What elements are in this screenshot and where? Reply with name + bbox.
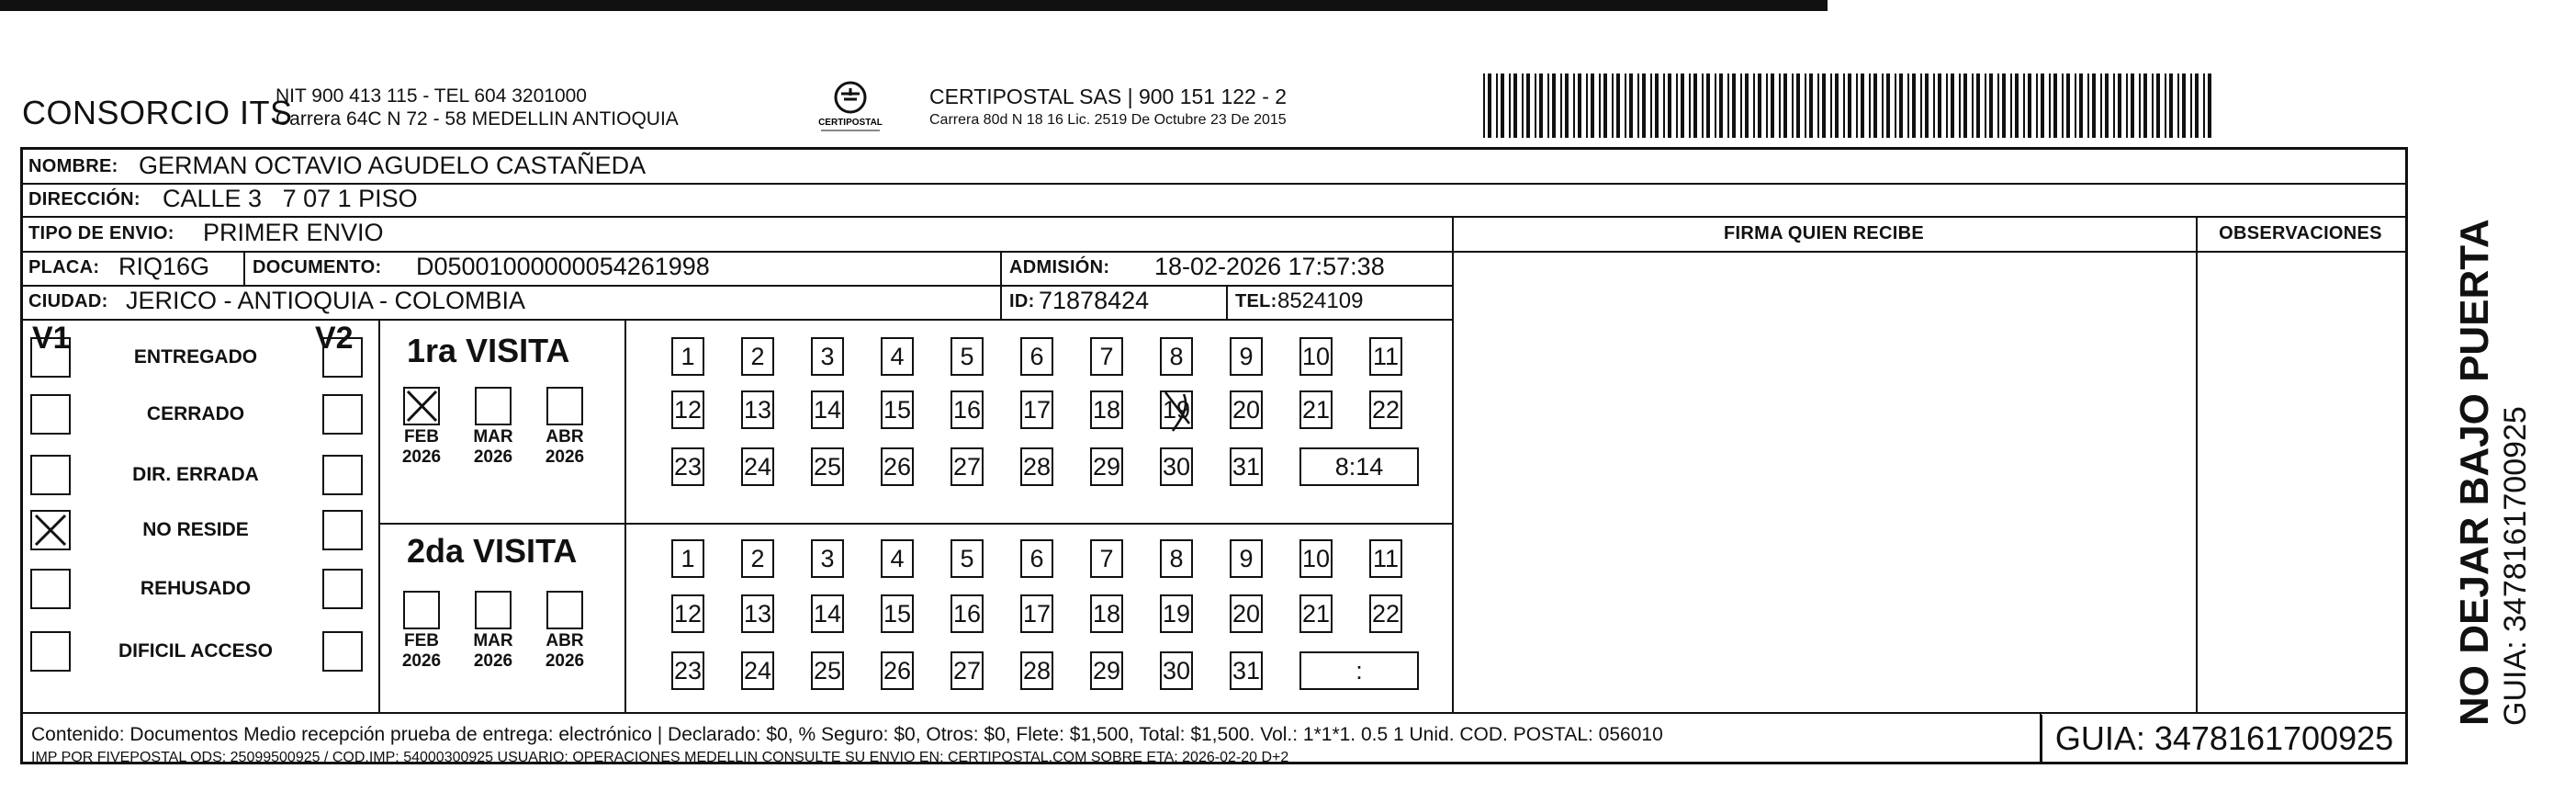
day-cell[interactable]: 8: [1160, 539, 1193, 578]
barcode-bar: [1771, 74, 1774, 138]
barcode-bar: [1938, 74, 1941, 138]
day-cell[interactable]: 27: [951, 651, 984, 690]
day-cell[interactable]: 11: [1369, 539, 1402, 578]
barcode-bar: [2002, 74, 2006, 138]
month-checkbox[interactable]: [403, 387, 440, 425]
barcode-bar: [1959, 74, 1961, 138]
day-cell[interactable]: 29: [1090, 651, 1123, 690]
day-cell[interactable]: 8: [1160, 337, 1193, 376]
barcode-bar: [2203, 74, 2205, 138]
barcode-bar: [1552, 74, 1556, 138]
time-box[interactable]: 8:14: [1299, 447, 1419, 486]
day-cell[interactable]: 12: [671, 390, 704, 429]
month-name: FEB: [404, 631, 439, 650]
day-cell[interactable]: 31: [1230, 447, 1263, 486]
nit-line: NIT 900 413 115 - TEL 604 3201000: [276, 85, 587, 107]
nombre-label: NOMBRE:: [28, 156, 118, 176]
barcode-bar: [1899, 74, 1903, 138]
barcode-bar: [1573, 74, 1575, 138]
day-cell[interactable]: 28: [1020, 447, 1053, 486]
barcode-bar: [2087, 74, 2089, 138]
barcode-bar: [1805, 74, 1806, 138]
day-cell[interactable]: 24: [741, 447, 774, 486]
nombre-value: GERMAN OCTAVIO AGUDELO CASTAÑEDA: [139, 152, 647, 179]
barcode-bar: [2165, 74, 2166, 138]
day-cell[interactable]: 12: [671, 594, 704, 633]
barcode-bar: [1603, 74, 1607, 138]
barcode-bar: [1766, 74, 1768, 138]
barcode-bar: [1663, 74, 1665, 138]
barcode-bar: [1740, 74, 1742, 138]
month-year: 2026: [473, 447, 513, 467]
certipostal-info: [929, 85, 1287, 132]
v1-checkbox[interactable]: [30, 455, 71, 495]
certipostal-logo: [814, 77, 887, 141]
month-label: [396, 427, 447, 468]
barcode-bar: [1547, 74, 1549, 138]
day-cell[interactable]: 6: [1020, 539, 1053, 578]
status-label: DIFICIL ACCESO: [118, 640, 273, 662]
barcode-bar: [1676, 74, 1678, 138]
day-cell[interactable]: 10: [1299, 337, 1333, 376]
barcode-bar: [1985, 74, 1986, 138]
month-year: 2026: [401, 651, 442, 671]
day-cell[interactable]: 26: [881, 447, 914, 486]
barcode-bar: [1830, 74, 1832, 138]
day-cell[interactable]: 30: [1160, 447, 1193, 486]
month-name: ABR: [546, 631, 584, 650]
top-border: [0, 0, 1828, 11]
firma-header: FIRMA QUIEN RECIBE: [1724, 223, 1924, 243]
barcode-bar: [2092, 74, 2096, 138]
day-cell[interactable]: 16: [951, 390, 984, 429]
barcode-bar: [2131, 74, 2134, 138]
day-cell[interactable]: 28: [1020, 651, 1053, 690]
barcode-bar: [1535, 74, 1536, 138]
month-checkbox[interactable]: [403, 591, 440, 629]
barcode-bar: [1719, 74, 1723, 138]
barcode-bar: [1715, 74, 1716, 138]
day-cell[interactable]: 14: [811, 594, 844, 633]
day-cell[interactable]: 4: [881, 539, 914, 578]
barcode-bar: [2118, 74, 2121, 138]
barcode-bar: [2195, 74, 2199, 138]
barcode-bar: [1835, 74, 1839, 138]
col-divider: [243, 251, 245, 285]
tipo-label: TIPO DE ENVIO:: [28, 223, 174, 243]
day-cell[interactable]: 23: [671, 651, 704, 690]
barcode-bar: [1792, 74, 1794, 138]
certipostal-line1: CERTIPOSTAL SAS | 900 151 122 - 2: [929, 85, 1288, 108]
check-mark-icon: [36, 515, 65, 545]
barcode-bar: [1783, 74, 1787, 138]
side-notice: [2452, 138, 2571, 726]
day-cell[interactable]: 31: [1230, 651, 1263, 690]
status-label: REHUSADO: [140, 578, 252, 599]
month-label: [539, 427, 591, 468]
barcode-bar: [2169, 74, 2173, 138]
barcode-bar: [1668, 74, 1671, 138]
col-divider: [1452, 216, 1454, 712]
row-divider: [23, 712, 2405, 714]
barcode-bar: [1681, 74, 1684, 138]
barcode-bar: [1997, 74, 1999, 138]
day-cell[interactable]: 6: [1020, 337, 1053, 376]
barcode-bar: [1753, 74, 1755, 138]
barcode-bar: [1912, 74, 1916, 138]
day-cell[interactable]: 17: [1020, 594, 1053, 633]
barcode-bar: [1758, 74, 1761, 138]
status-label: ENTREGADO: [133, 346, 258, 368]
placa-value: RIQ16G: [118, 253, 210, 280]
time-box[interactable]: :: [1299, 651, 1419, 690]
barcode-bar: [1642, 74, 1646, 138]
day-cell[interactable]: 1: [671, 539, 704, 578]
barcode-bar: [2015, 74, 2019, 138]
barcode-bar: [1848, 74, 1851, 138]
col-divider: [2196, 216, 2198, 712]
tipo-value: PRIMER ENVIO: [203, 219, 384, 246]
barcode-bar: [1560, 74, 1562, 138]
barcode-bar: [2066, 74, 2070, 138]
barcode-bar: [2023, 74, 2025, 138]
month-name: ABR: [546, 427, 584, 447]
day-cell[interactable]: 5: [951, 337, 984, 376]
barcode-bar: [1650, 74, 1652, 138]
barcode-bar: [2053, 74, 2057, 138]
barcode-bar: [1625, 74, 1626, 138]
barcode-bar: [2177, 74, 2179, 138]
day-cell[interactable]: 15: [881, 390, 914, 429]
barcode-bar: [1655, 74, 1659, 138]
v2-checkbox[interactable]: [322, 569, 363, 609]
status-label: DIR. ERRADA: [132, 464, 259, 485]
barcode-bar: [1702, 74, 1704, 138]
barcode-bar: [1925, 74, 1929, 138]
company-info: [276, 85, 679, 130]
barcode-bar: [1637, 74, 1639, 138]
barcode-bar: [1822, 74, 1826, 138]
barcode-bar: [1599, 74, 1601, 138]
barcode-bar: [1976, 74, 1980, 138]
month-year: 2026: [401, 447, 442, 467]
barcode-bar: [1501, 74, 1504, 138]
barcode-bar: [1951, 74, 1954, 138]
side-guia: GUIA: 3478161700925: [2498, 406, 2533, 726]
barcode-bar: [1732, 74, 1736, 138]
v2-checkbox[interactable]: [322, 510, 363, 550]
visit-divider: [378, 523, 1452, 525]
day-cell[interactable]: 9: [1230, 539, 1263, 578]
day-cell[interactable]: 29: [1090, 447, 1123, 486]
barcode-bar: [1972, 74, 1974, 138]
placa-label: PLACA:: [28, 257, 100, 277]
barcode-bar: [2126, 74, 2128, 138]
barcode-bar: [1539, 74, 1543, 138]
barcode-bar: [1578, 74, 1581, 138]
day-cell[interactable]: 3: [811, 539, 844, 578]
footer-print-info: IMP POR FIVEPOSTAL ODS: 25099500925 / COD.IMP: 54000300925 USUARIO: OPERACIONES MEDELLIN CONSULTE SU ENVIO EN: CERTIPOSTAL.COM SOBRE ETA: 2026-02-20 D+2: [31, 750, 1289, 765]
row-divider: [23, 319, 1452, 321]
day-cell[interactable]: 13: [741, 594, 774, 633]
observaciones-header: OBSERVACIONES: [2219, 223, 2382, 243]
day-cell[interactable]: 2: [741, 539, 774, 578]
v2-checkbox[interactable]: [322, 455, 363, 495]
visit1-title: 1ra VISITA: [407, 332, 570, 369]
barcode-bar: [1817, 74, 1819, 138]
day-cell[interactable]: 7: [1090, 337, 1123, 376]
barcode-bar: [1779, 74, 1781, 138]
day-cell[interactable]: 3: [811, 337, 844, 376]
barcode-bar: [1612, 74, 1614, 138]
barcode-bar: [1483, 74, 1485, 138]
month-checkbox[interactable]: [546, 387, 583, 425]
barcode-bar: [2208, 74, 2211, 138]
day-cell[interactable]: 19: [1160, 594, 1193, 633]
documento-label: DOCUMENTO:: [253, 257, 382, 277]
status-label: CERRADO: [146, 403, 245, 424]
barcode-bar: [1496, 74, 1498, 138]
barcode-bar: [1526, 74, 1530, 138]
admision-label: ADMISIÓN:: [1009, 257, 1110, 277]
barcode-bar: [1796, 74, 1800, 138]
barcode-bar: [2036, 74, 2038, 138]
tel-label: TEL:: [1235, 291, 1277, 311]
barcode-bar: [2156, 74, 2160, 138]
barcode-bar: [1629, 74, 1633, 138]
barcode-bar: [2028, 74, 2031, 138]
row-divider: [23, 216, 2405, 218]
v2-checkbox[interactable]: [322, 337, 363, 378]
v2-checkbox[interactable]: [322, 394, 363, 435]
day-cell[interactable]: 27: [951, 447, 984, 486]
col-divider: [624, 319, 626, 712]
tel-value: 8524109: [1277, 288, 1364, 313]
month-label: [396, 631, 447, 672]
address-line: Carrera 64C N 72 - 58 MEDELLIN ANTIOQUIA: [276, 108, 679, 130]
barcode-bar: [2105, 74, 2109, 138]
day-cell[interactable]: 20: [1230, 594, 1263, 633]
v1-checkbox[interactable]: [30, 569, 71, 609]
barcode-bar: [2100, 74, 2102, 138]
barcode-bar: [1886, 74, 1890, 138]
month-checkbox[interactable]: [475, 591, 512, 629]
v1-checkbox[interactable]: [30, 510, 71, 550]
ciudad-value: JERICO - ANTIOQUIA - COLOMBIA: [126, 287, 526, 314]
day-cell[interactable]: 16: [951, 594, 984, 633]
certipostal-line2: Carrera 80d N 18 16 Lic. 2519 De Octubre 23 De 2015: [929, 112, 1287, 128]
day-cell[interactable]: 2: [741, 337, 774, 376]
check-mark-icon: [408, 391, 436, 421]
barcode-bar: [1856, 74, 1858, 138]
barcode-bar: [1895, 74, 1896, 138]
barcode-bar: [1843, 74, 1845, 138]
barcode-bar: [1989, 74, 1993, 138]
barcode-bar: [2143, 74, 2147, 138]
month-year: 2026: [545, 651, 585, 671]
month-label: [467, 631, 519, 672]
col-divider: [1000, 251, 1002, 319]
barcode-bar: [1586, 74, 1588, 138]
day-cell[interactable]: 18: [1090, 390, 1123, 429]
month-year: 2026: [473, 651, 513, 671]
barcode-bar: [1963, 74, 1967, 138]
barcode-bar: [1689, 74, 1691, 138]
barcode-bar: [2062, 74, 2064, 138]
day-cell[interactable]: 18: [1090, 594, 1123, 633]
direccion-label: DIRECCIÓN:: [28, 189, 141, 209]
barcode-bar: [2139, 74, 2141, 138]
day-cell[interactable]: 15: [881, 594, 914, 633]
barcode-bar: [1693, 74, 1697, 138]
id-label: ID:: [1009, 291, 1035, 311]
day-cell[interactable]: 21: [1299, 390, 1333, 429]
barcode-bar: [1565, 74, 1569, 138]
day-cell[interactable]: 25: [811, 651, 844, 690]
col-divider: [378, 319, 380, 712]
day-cell[interactable]: 5: [951, 539, 984, 578]
footer-content: Contenido: Documentos Medio recepción prueba de entrega: electrónico | Declarado: $0, % Seguro: $0, Otros: $0, Flete: $1,500, Total: $1,500. Vol.: 1*1*1. 0.5 1 Unid. COD. POSTAL: 056010: [31, 724, 1663, 745]
day-cell[interactable]: 30: [1160, 651, 1193, 690]
day-cell[interactable]: 25: [811, 447, 844, 486]
month-label: [467, 427, 519, 468]
day-cell[interactable]: 7: [1090, 539, 1123, 578]
company-name: CONSORCIO ITS: [22, 94, 293, 131]
day-cell[interactable]: 13: [741, 390, 774, 429]
month-checkbox[interactable]: [475, 387, 512, 425]
barcode-bar: [1488, 74, 1491, 138]
barcode-bar: [2041, 74, 2044, 138]
day-cell[interactable]: 19: [1160, 390, 1193, 429]
day-cell[interactable]: 17: [1020, 390, 1053, 429]
col-divider: [1226, 285, 1228, 319]
barcode-bar: [1907, 74, 1909, 138]
barcode-bar: [1946, 74, 1948, 138]
documento-value: D05001000000054261998: [416, 253, 710, 280]
barcode-bar: [1873, 74, 1877, 138]
day-cell[interactable]: 21: [1299, 594, 1333, 633]
barcode-bar: [2182, 74, 2186, 138]
month-checkbox[interactable]: [546, 591, 583, 629]
day-cell[interactable]: 11: [1369, 337, 1402, 376]
barcode-bar: [1513, 74, 1517, 138]
day-cell[interactable]: 9: [1230, 337, 1263, 376]
barcode-bar: [1920, 74, 1922, 138]
barcode-bar: [1933, 74, 1935, 138]
v2-header: V2: [315, 321, 354, 356]
day-cell[interactable]: 14: [811, 390, 844, 429]
v1-checkbox[interactable]: [30, 337, 71, 378]
month-name: MAR: [473, 427, 513, 447]
day-cell[interactable]: 20: [1230, 390, 1263, 429]
month-name: FEB: [404, 427, 439, 447]
admision-value: 18-02-2026 17:57:38: [1154, 253, 1385, 280]
barcode-bar: [2152, 74, 2154, 138]
barcode-bar: [2079, 74, 2083, 138]
month-year: 2026: [545, 447, 585, 467]
month-label: [539, 631, 591, 672]
visit2-title: 2da VISITA: [407, 532, 578, 570]
barcode-bar: [1869, 74, 1871, 138]
month-name: MAR: [473, 631, 513, 650]
v1-checkbox[interactable]: [30, 631, 71, 672]
barcode: [1483, 74, 2218, 138]
day-cell[interactable]: 24: [741, 651, 774, 690]
barcode-bar: [2010, 74, 2012, 138]
barcode-bar: [1882, 74, 1884, 138]
barcode-bar: [1616, 74, 1620, 138]
barcode-bar: [1706, 74, 1710, 138]
barcode-bar: [2075, 74, 2076, 138]
v1-checkbox[interactable]: [30, 394, 71, 435]
id-value: 71878424: [1039, 287, 1150, 314]
direccion-value: CALLE 3 7 07 1 PISO: [163, 185, 418, 212]
barcode-bar: [1745, 74, 1749, 138]
day-cell[interactable]: 1: [671, 337, 704, 376]
barcode-bar: [2113, 74, 2115, 138]
barcode-bar: [2049, 74, 2051, 138]
day-cell[interactable]: 10: [1299, 539, 1333, 578]
v1-header: V1: [32, 321, 71, 356]
barcode-bar: [1509, 74, 1511, 138]
v2-checkbox[interactable]: [322, 631, 363, 672]
barcode-bar: [1727, 74, 1729, 138]
day-cell[interactable]: 22: [1369, 594, 1402, 633]
guide-form: [20, 147, 2408, 764]
status-label: NO RESIDE: [142, 519, 249, 540]
day-cell[interactable]: 22: [1369, 390, 1402, 429]
barcode-bar: [1591, 74, 1594, 138]
barcode-bar: [1809, 74, 1813, 138]
day-mark-icon: [1165, 392, 1189, 431]
barcode-bar: [1522, 74, 1524, 138]
day-cell[interactable]: 23: [671, 447, 704, 486]
no-dejar-notice: NO DEJAR BAJO PUERTA: [2452, 219, 2497, 726]
day-cell[interactable]: 26: [881, 651, 914, 690]
barcode-bar: [1861, 74, 1864, 138]
ciudad-label: CIUDAD:: [28, 291, 108, 311]
logo-text: CERTIPOSTAL: [818, 118, 883, 128]
day-cell[interactable]: 4: [881, 337, 914, 376]
barcode-bar: [2190, 74, 2192, 138]
guia-number: GUIA: 3478161700925: [2041, 715, 2406, 763]
